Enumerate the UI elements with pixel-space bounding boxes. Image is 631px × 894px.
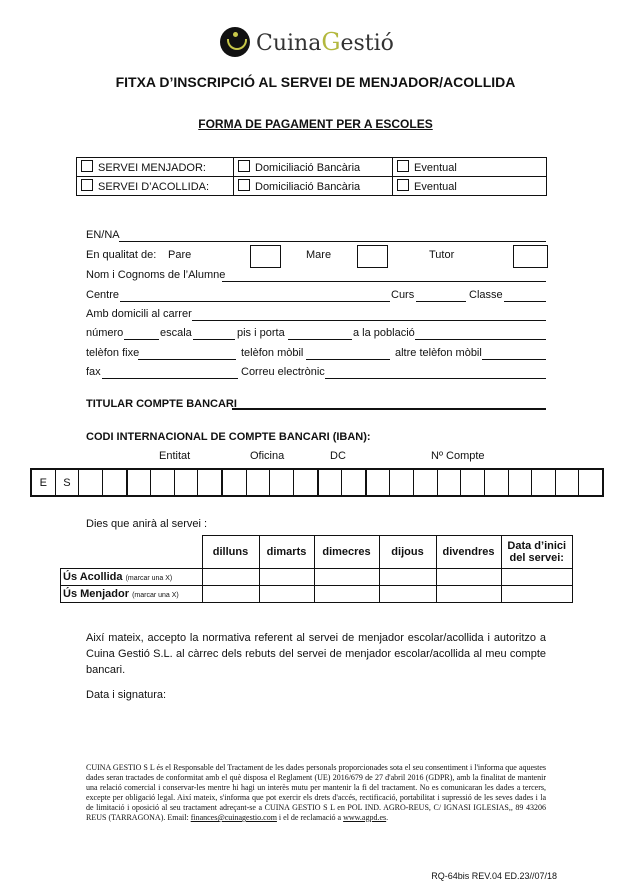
service-row-menjador: SERVEI MENJADOR: Domiciliació Bancària Eventual xyxy=(77,158,547,177)
telefon-fixe-label: telèfon fixe xyxy=(86,347,140,359)
domicili-field[interactable] xyxy=(192,308,546,321)
day-cell[interactable] xyxy=(436,569,501,586)
dc-label: DC xyxy=(330,450,346,462)
authorization-paragraph: Així mateix, accepto la normativa referent al servei de menjador escolar/acollida i autoritzo a Cuina Gestió S.L. al càrrec dels rebuts del servei de menjador escolar/acollida al meu compte bancari. xyxy=(86,632,546,676)
correu-field[interactable] xyxy=(325,366,546,379)
iban-cell[interactable] xyxy=(247,470,271,495)
services-table xyxy=(76,157,547,196)
altre-telefon-label: altre telèfon mòbil xyxy=(395,347,482,359)
logo-icon xyxy=(220,27,250,57)
iban-cell[interactable] xyxy=(342,470,367,495)
mare-box[interactable] xyxy=(357,245,388,268)
checkbox-servei-menjador[interactable] xyxy=(81,160,93,172)
oficina-label: Oficina xyxy=(250,450,285,462)
day-cell[interactable] xyxy=(436,586,501,603)
iban-cell[interactable] xyxy=(532,470,556,495)
page-subtitle: FORMA DE PAGAMENT PER A ESCOLES xyxy=(198,117,433,131)
iban-cell[interactable] xyxy=(294,470,319,495)
day-cell[interactable] xyxy=(379,586,436,603)
service-row-acollida: SERVEI D’ACOLLIDA: Domiciliació Bancària Eventual xyxy=(77,177,547,196)
poblacio-label: a la població xyxy=(353,327,415,339)
pis-field[interactable] xyxy=(288,327,352,340)
telefon-fixe-field[interactable] xyxy=(138,347,236,360)
enna-label: EN/NA xyxy=(86,229,120,241)
iban-cell[interactable]: E xyxy=(32,470,56,495)
iban-cell[interactable] xyxy=(509,470,533,495)
signature-label: Data i signatura: xyxy=(86,689,167,701)
document-reference: RQ-64bis REV.04 ED.23//07/18 xyxy=(431,871,557,881)
agpd-link[interactable]: www.agpd.es xyxy=(343,813,387,822)
start-date-cell[interactable] xyxy=(501,586,573,603)
en-qualitat-label: En qualitat de: xyxy=(86,249,157,261)
iban-field xyxy=(30,468,604,497)
table-row xyxy=(61,586,573,603)
checkbox-servei-acollida[interactable] xyxy=(81,179,93,191)
iban-cell[interactable] xyxy=(461,470,485,495)
email-link[interactable]: finances@cuinagestio.com xyxy=(190,813,277,822)
curs-label: Curs xyxy=(391,289,415,301)
numero-field[interactable] xyxy=(124,327,159,340)
iban-cell[interactable] xyxy=(270,470,294,495)
iban-cell[interactable] xyxy=(223,470,247,495)
codi-iban-label: CODI INTERNACIONAL DE COMPTE BANCARI (IBAN): xyxy=(86,431,371,443)
iban-cell[interactable] xyxy=(485,470,509,495)
page-title: FITXA D’INSCRIPCIÓ AL SERVEI DE MENJADOR/ACOLLIDA xyxy=(115,74,516,90)
titular-field[interactable] xyxy=(232,396,546,410)
iban-cell[interactable] xyxy=(438,470,462,495)
day-cell[interactable] xyxy=(314,586,379,603)
altre-telefon-field[interactable] xyxy=(482,347,546,360)
iban-cell[interactable] xyxy=(319,470,343,495)
iban-cell[interactable]: S xyxy=(56,470,80,495)
pare-label: Pare xyxy=(168,249,192,261)
day-cell[interactable] xyxy=(314,569,379,586)
centre-label: Centre xyxy=(86,289,120,301)
nom-label: Nom i Cognoms de l’Alumne xyxy=(86,269,226,281)
curs-field[interactable] xyxy=(416,289,466,302)
correu-label: Correu electrònic xyxy=(241,366,325,378)
iban-cell[interactable] xyxy=(367,470,391,495)
escala-field[interactable] xyxy=(193,327,235,340)
checkbox-eventual-acollida[interactable] xyxy=(397,179,409,191)
titular-label: TITULAR COMPTE BANCARI xyxy=(86,398,237,410)
acollida-row-label: Ús Acollida (marcar una X) xyxy=(61,569,203,586)
tutor-label: Tutor xyxy=(429,249,455,261)
iban-cell[interactable] xyxy=(556,470,580,495)
iban-cell[interactable] xyxy=(579,470,602,495)
day-cell[interactable] xyxy=(202,569,259,586)
day-header: dimarts xyxy=(259,536,314,569)
iban-cell[interactable] xyxy=(414,470,438,495)
start-date-header: Data d’inici del servei: xyxy=(501,536,573,569)
day-header: divendres xyxy=(436,536,501,569)
day-cell[interactable] xyxy=(259,586,314,603)
day-header: dilluns xyxy=(202,536,259,569)
table-row xyxy=(61,569,573,586)
fax-field[interactable] xyxy=(102,366,238,379)
day-header: dijous xyxy=(379,536,436,569)
telefon-mobil-field[interactable] xyxy=(306,347,390,360)
enna-field[interactable] xyxy=(119,229,546,242)
days-table xyxy=(60,535,573,603)
dies-label: Dies que anirà al servei : xyxy=(86,518,208,530)
iban-cell[interactable] xyxy=(198,470,223,495)
poblacio-field[interactable] xyxy=(415,327,546,340)
iban-cell[interactable] xyxy=(103,470,128,495)
nom-field[interactable] xyxy=(222,269,546,282)
tutor-box[interactable] xyxy=(513,245,548,268)
iban-cell[interactable] xyxy=(79,470,103,495)
entitat-label: Entitat xyxy=(159,450,191,462)
pis-label: pis i porta xyxy=(237,327,285,339)
mare-label: Mare xyxy=(306,249,332,261)
start-date-cell[interactable] xyxy=(501,569,573,586)
logo-text: CuinaGestió xyxy=(256,28,394,56)
telefon-mobil-label: telèfon mòbil xyxy=(241,347,304,359)
iban-cell[interactable] xyxy=(128,470,152,495)
iban-cell[interactable] xyxy=(175,470,199,495)
iban-cell[interactable] xyxy=(390,470,414,495)
pare-box[interactable] xyxy=(250,245,281,268)
checkbox-eventual-menjador[interactable] xyxy=(397,160,409,172)
iban-cell[interactable] xyxy=(151,470,175,495)
centre-field[interactable] xyxy=(120,289,390,302)
checkbox-domiciliacio-acollida[interactable] xyxy=(238,179,250,191)
day-cell[interactable] xyxy=(202,586,259,603)
fax-label: fax xyxy=(86,366,101,378)
domicili-label: Amb domicili al carrer xyxy=(86,308,192,320)
classe-field[interactable] xyxy=(504,289,546,302)
checkbox-domiciliacio-menjador[interactable] xyxy=(238,160,250,172)
escala-label: escala xyxy=(160,327,192,339)
legal-notice: CUINA GESTIO S L és el Responsable del Tractament de les dades personals proporcionades sota el seu consentiment i l'informa que aquestes dades seran tractades de conformitat amb el què disposa el Reglament (UE) 2016/679 de 27 d'abril 2016 (GDPR), amb la finalitat de mantenir una relació comercial i conservar-les mentre hi hagi un interès mutu per mantenir la fi del tractament. No es comunicaran les dades a tercers, excepte per obligació legal. Així mateix, s'informa que pot exercir els drets d'accés, rectificació, portabilitat i supressió de les seves dades i la de limitació i oposició al seu tractament adreçant-se a CUINA GESTIO S L en POL IND. AGRO-REUS, C/ IGNASI IGLESIAS,, 89 43206 REUS (TARRAGONA). Email: finances@cuinagestio.com i el de reclamació a www.agpd.es. xyxy=(86,763,546,822)
numero-label: número xyxy=(86,327,124,339)
classe-label: Classe xyxy=(469,289,503,301)
day-cell[interactable] xyxy=(379,569,436,586)
day-cell[interactable] xyxy=(259,569,314,586)
logo xyxy=(220,26,394,58)
day-header: dimecres xyxy=(314,536,379,569)
n-compte-label: Nº Compte xyxy=(431,450,485,462)
menjador-row-label: Ús Menjador (marcar una X) xyxy=(61,586,203,603)
